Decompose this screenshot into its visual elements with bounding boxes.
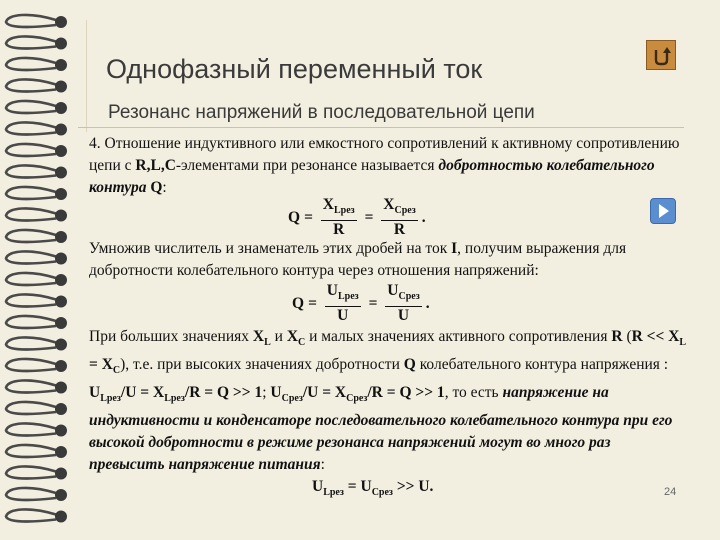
binding-ring: [6, 58, 67, 71]
binding-ring: [6, 466, 67, 479]
paragraph-voltage: Умножив числитель и знаменатель этих дробей на ток I, получим выражения для добротности колебательного контура через отношения напряжений:: [89, 240, 627, 279]
binding-ring: [6, 509, 67, 522]
binding-ring: [6, 79, 67, 92]
formula-q-voltage: Q = $\frac{U_{Lрез}}{U}$ = $\frac{U_{Срез}}{U}$ .: [292, 282, 430, 325]
paragraph-conclusion: При больших значениях $X_L$ и $X_C$ и малых значениях активного сопротивления R $(R << X_L = X_C)$, т.е. при высоких значениях добротности Q колебательного контура напряжения : $U_{Lрез}/U = X_{Lрез}/R = Q >> 1$; $U_{Срез}/U = X_{Срез}/R = Q >> 1$, то есть напряжение на индуктивности и конденсаторе последовательного колебательного контура при его высокой добротности в режиме резонанса напряжений могут во много раз превысить напряжение питания:: [89, 328, 687, 474]
fraction-xc-r: $\frac{X_{Срез}}{R}$: [383, 196, 416, 239]
binding-ring: [6, 423, 67, 436]
spiral-binding: [0, 0, 78, 540]
binding-ring: [6, 359, 67, 372]
paragraph-definition: 4. Отношение индуктивного или емкостного сопротивлений к активному сопротивлению цепи с R,L,C-элементами при резонансе называется добротностью колебательного контура Q:: [89, 135, 680, 196]
binding-ring: [6, 144, 67, 157]
binding-ring: [6, 445, 67, 458]
formula-voltage-relation: $U_{Lрез} = U_{Срез} >> U$.: [312, 478, 434, 499]
fraction-uc-u: $\frac{U_{Срез}}{U}$: [387, 282, 420, 325]
binding-ring: [6, 488, 67, 501]
return-arrow-icon: [647, 41, 675, 69]
slide-title: Однофазный переменный ток: [106, 54, 483, 84]
binding-ring: [6, 208, 67, 221]
back-button[interactable]: [646, 40, 676, 70]
binding-ring: [6, 165, 67, 178]
fraction-ul-u: $\frac{U_{Lрез}}{U}$: [326, 282, 359, 325]
binding-ring: [6, 122, 67, 135]
next-slide-button[interactable]: [650, 198, 676, 224]
binding-ring: [6, 316, 67, 329]
binding-ring: [6, 36, 67, 49]
slide-subtitle: Резонанс напряжений в последовательной цепи: [108, 102, 535, 123]
divider: [78, 127, 684, 128]
binding-ring: [6, 380, 67, 393]
binding-ring: [6, 15, 67, 28]
binding-ring: [6, 294, 67, 307]
play-triangle-icon: [651, 199, 675, 223]
binding-ring: [6, 251, 67, 264]
binding-ring: [6, 337, 67, 350]
decorative-vertical-line: [86, 20, 87, 132]
slide-number: 24: [664, 486, 677, 498]
formula-q-reactance: Q = $\frac{X_{Lрез}}{R}$ = $\frac{X_{Срез}}{R}$ .: [288, 196, 426, 239]
fraction-xl-r: $\frac{X_{Lрез}}{R}$: [322, 196, 355, 239]
binding-ring: [6, 187, 67, 200]
binding-ring: [6, 101, 67, 114]
binding-ring: [6, 273, 67, 286]
binding-ring: [6, 230, 67, 243]
binding-ring: [6, 402, 67, 415]
